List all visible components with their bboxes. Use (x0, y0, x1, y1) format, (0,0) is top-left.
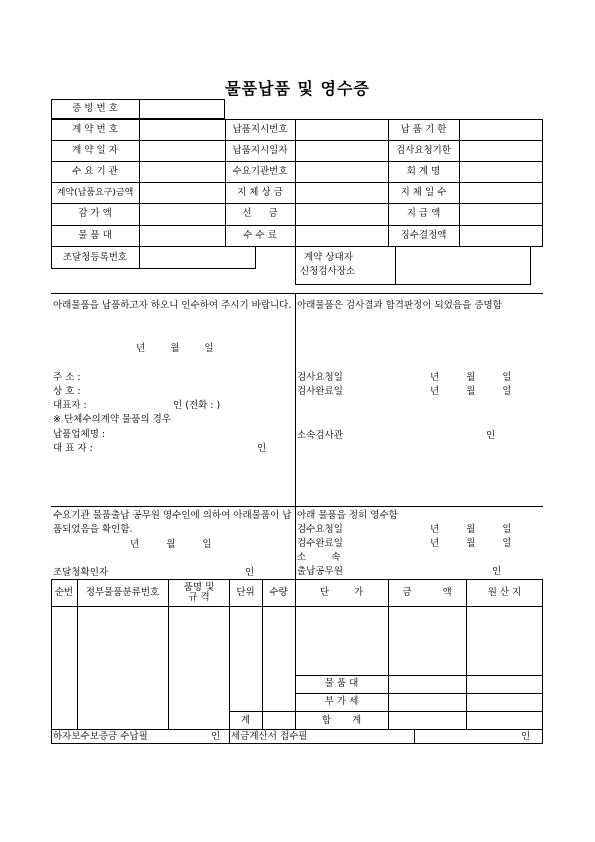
penalty-input[interactable] (296, 182, 388, 203)
total-summary: 합 계 (321, 714, 362, 726)
confirmer-seal: 인 (245, 567, 255, 578)
delivery-instr-no-label: 납품지시번호 (232, 123, 288, 135)
receipt-right-text: 아래 물품을 정히 영수함 (297, 510, 398, 521)
registration-label: 조달청등록번호 (62, 252, 128, 263)
contract-date-label: 계 약 일 자 (72, 144, 118, 156)
inspection-req-date-label: 검사요청기한 (395, 144, 452, 156)
delivery-instr-date-input[interactable] (296, 140, 388, 161)
penalty-settle-input[interactable] (460, 225, 543, 247)
inspection-req-label: 검사요청일 (297, 372, 343, 383)
tax-invoice-seal: 인 (521, 731, 531, 742)
payment-label: 지 급 액 (406, 208, 441, 219)
delivery-request-text: 아래물품을 납품하고자 하오니 인수하여 주시기 바랍니다. (53, 300, 292, 311)
header-unit-price: 단 가 (319, 587, 364, 598)
inspection-req-date: 년 월 일 (430, 372, 512, 383)
officer-label: 출납공무원 (297, 566, 343, 577)
agency-no-input[interactable] (296, 161, 388, 182)
page-title: 물품납품 및 영수증 (225, 79, 370, 98)
delivery-deadline-input[interactable] (460, 119, 543, 140)
penalty-settle-label: 징수결정액 (400, 230, 447, 241)
goods-price-input[interactable] (140, 225, 225, 247)
deduction-label: 감 가 액 (78, 208, 112, 219)
demand-agency-input[interactable] (140, 161, 225, 182)
delay-days-input[interactable] (460, 182, 543, 203)
goods-price-label: 물 품 대 (78, 230, 112, 241)
inspection-req-date-input[interactable] (460, 140, 543, 161)
receipt-done-date: 년 월 일 (430, 538, 512, 549)
voucher-label: 증 빙 번 호 (72, 103, 118, 114)
contract-amount-label: 계약(납품요구)금액 (56, 187, 134, 198)
penalty-label: 지 체 상 금 (237, 186, 283, 198)
receipt-date: 년 월 일 (130, 539, 212, 550)
inspector-seal: 인 (486, 430, 496, 441)
receipt-req-date: 년 월 일 (430, 524, 512, 535)
payment-input[interactable] (460, 203, 543, 225)
receipt-req-label: 검수요청일 (297, 524, 343, 535)
counterpart-label-2: 신청검사장소 (300, 266, 356, 277)
delivery-instr-date-label: 납품지시일자 (232, 144, 288, 156)
advance-input[interactable] (296, 203, 388, 225)
accounting-input[interactable] (460, 161, 543, 182)
subtotal-label: 계 (240, 714, 251, 726)
goods-price-summary: 물 품 대 (324, 678, 359, 689)
officer-seal: 인 (492, 566, 502, 577)
receipt-text: 수요기관 물품출납 공무원 영수인에 의하여 아래물품이 납품되었음을 확인함. (53, 510, 292, 535)
inspection-done-date: 년 월 일 (430, 386, 512, 397)
header-seq: 순번 (54, 587, 74, 598)
receipt-done-label: 검수완료일 (297, 538, 343, 549)
inspector-label: 소속검사관 (297, 430, 343, 441)
address-label: 주 소 : (53, 372, 81, 383)
fee-label: 수 수 료 (243, 230, 277, 241)
deduction-input[interactable] (140, 203, 225, 225)
delivery-deadline-label: 납 품 기 한 (400, 123, 447, 135)
contract-no-label: 계 약 번 호 (72, 123, 118, 135)
delivery-request-date: 년 월 일 (136, 343, 214, 354)
supplier-label: 납품업체명 : (53, 429, 106, 440)
request-section (51, 293, 543, 507)
group-contract-note: ※ 단체수의계약 물품의 경우 (53, 414, 171, 425)
registration-input[interactable] (140, 247, 255, 269)
header-class-no: 정부물품분류번호 (85, 587, 160, 598)
company-label: 상 호 : (53, 386, 81, 397)
items-body[interactable] (52, 607, 295, 711)
header-amount: 금 액 (402, 587, 452, 598)
header-qty: 수량 (269, 587, 288, 598)
tax-invoice-label: 세금계산서 접수필 (231, 731, 308, 742)
delivery-instr-no-input[interactable] (296, 119, 388, 140)
header-origin: 원 산 지 (487, 587, 522, 598)
inspection-text: 아래물품은 검사결과 합격판정이 되었음을 증명함 (297, 300, 502, 311)
agency-no-label: 수요기관번호 (232, 165, 288, 177)
voucher-input[interactable] (140, 99, 224, 119)
affiliation-label: 소 속 (297, 552, 341, 563)
confirmer-label: 조달청확인자 (53, 567, 109, 578)
contract-date-input[interactable] (140, 140, 225, 161)
advance-label: 선 금 (242, 208, 278, 219)
subcontract-seal: 인 (211, 731, 221, 742)
representative-label: 대표자 : (53, 400, 87, 411)
supplier-seal: 인 (257, 443, 267, 454)
delay-days-label: 지 체 일 수 (400, 186, 447, 198)
inspection-done-label: 검사완료일 (297, 386, 343, 397)
subcontract-label: 하자보수보증금 수납필 (53, 731, 148, 742)
fee-input[interactable] (296, 225, 388, 247)
demand-agency-label: 수 요 기 관 (72, 165, 118, 177)
header-name-spec: 품명 및 규 격 (183, 582, 215, 603)
counterpart-label-1: 계약 상대자 (304, 252, 353, 263)
contract-amount-input[interactable] (140, 182, 225, 203)
header-unit: 단위 (236, 587, 255, 598)
counterpart-input[interactable] (396, 247, 530, 284)
seal-phone: 인 (전화 : ) (173, 400, 221, 411)
supplier-rep-label: 대 표 자 : (53, 443, 93, 454)
accounting-label: 회 계 명 (406, 165, 441, 177)
contract-no-input[interactable] (140, 119, 225, 140)
vat-summary: 부 가 세 (324, 696, 359, 707)
